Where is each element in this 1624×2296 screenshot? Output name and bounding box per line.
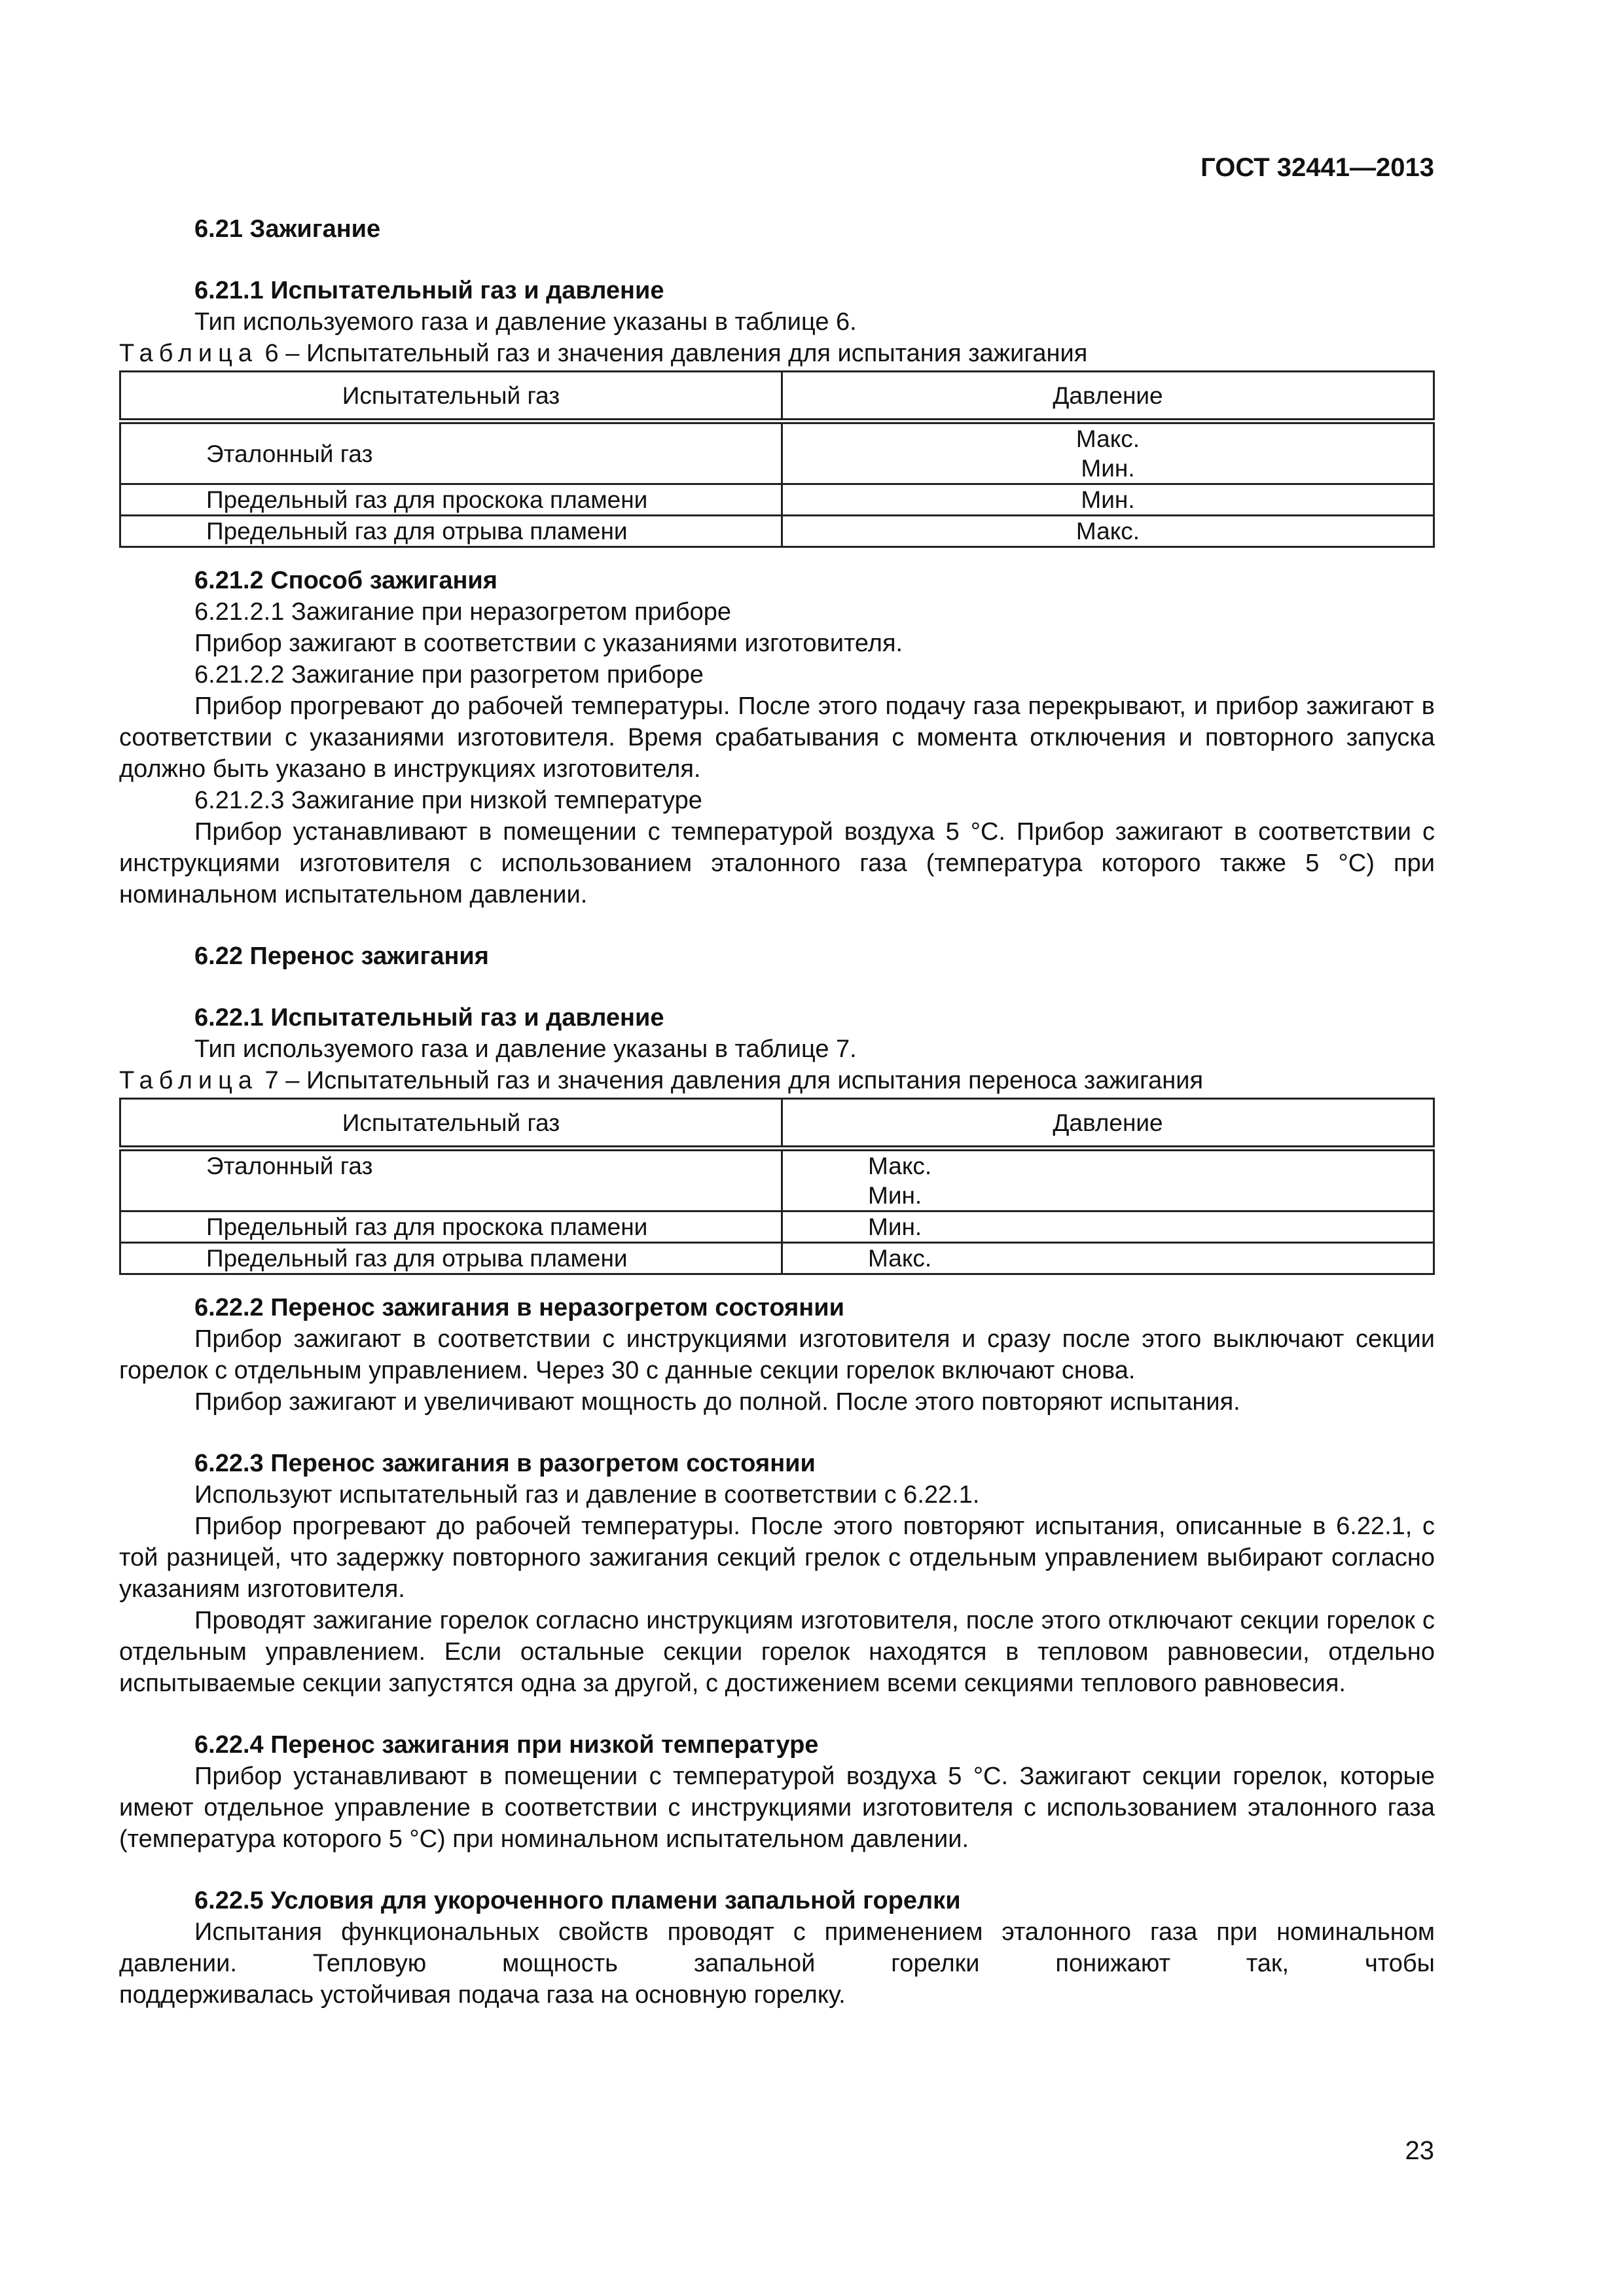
table-7-col-gas: Испытательный газ bbox=[120, 1099, 782, 1149]
section-6-21-1-text: Тип используемого газа и давление указаны в таблице 6. bbox=[194, 308, 857, 336]
table-6-caption-text: 6 – Испытательный газ и значения давления для испытания зажигания bbox=[258, 340, 1088, 367]
section-6-22-1-title: 6.22.1 Испытательный газ и давление bbox=[194, 1004, 664, 1031]
table-cell-gas: Предельный газ для отрыва пламени bbox=[120, 516, 782, 547]
table-row bbox=[120, 1243, 1434, 1274]
section-6-22-3-title: 6.22.3 Перенос зажигания в разогретом состоянии bbox=[194, 1450, 816, 1477]
section-6-22-2-text-1: Прибор зажигают в соответствии с инструкциями изготовителя и сразу после этого выключают секции горелок с отдельным управлением. Через 30 с данные секции горелок включают снова. bbox=[119, 1325, 1435, 1384]
section-6-21-2-2-text: Прибор прогревают до рабочей температуры. После этого подачу газа перекрывают, и прибор зажигают в соответствии с указаниями изготовителя. Время срабатывания с момента отключения и повторного запуска должно быть указано в инструкциях изготовителя. bbox=[119, 692, 1435, 783]
table-cell-pressure: Макс. bbox=[782, 516, 1434, 547]
table-6-col-pressure: Давление bbox=[782, 372, 1434, 422]
section-6-22-1-text: Тип используемого газа и давление указаны в таблице 7. bbox=[194, 1035, 857, 1063]
table-6-col-gas: Испытательный газ bbox=[120, 372, 782, 422]
table-cell-pressure bbox=[782, 1149, 1434, 1211]
section-6-21-2-2-title: 6.21.2.2 Зажигание при разогретом приборе bbox=[194, 661, 704, 689]
table-cell-gas: Эталонный газ bbox=[120, 1149, 782, 1211]
page-content bbox=[119, 213, 1435, 2011]
table-7-caption bbox=[119, 1065, 1435, 1096]
table-row bbox=[120, 484, 1434, 516]
section-6-22-5-title: 6.22.5 Условия для укороченного пламени запальной горелки bbox=[194, 1887, 961, 1914]
section-6-22-2-text-2: Прибор зажигают и увеличивают мощность до полной. После этого повторяют испытания. bbox=[194, 1388, 1240, 1416]
table-cell-gas: Эталонный газ bbox=[120, 422, 782, 484]
table-6-header-row bbox=[120, 372, 1434, 422]
document-code: ГОСТ 32441—2013 bbox=[1200, 153, 1434, 182]
section-6-22-5-text-a: Испытания функциональных свойств проводят с применением эталонного газа при номинальном давлении. Тепловую мощность запальной горелки понижают так, чтобы bbox=[119, 1918, 1435, 1977]
section-6-21-title: 6.21 Зажигание bbox=[194, 215, 381, 243]
table-7-caption-word: Таблица bbox=[119, 1067, 258, 1094]
table-cell-gas: Предельный газ для проскока пламени bbox=[120, 1211, 782, 1243]
pressure-min: Мин. bbox=[868, 1182, 922, 1209]
section-6-22-3-text-2: Прибор прогревают до рабочей температуры. После этого повторяют испытания, описанные в 6.22.1, с той разницей, что задержку повторного зажигания секций грелок с отдельным управлением выбирают согласно указаниям изготовителя. bbox=[119, 1513, 1435, 1603]
table-cell-pressure bbox=[782, 422, 1434, 484]
table-cell-gas: Предельный газ для отрыва пламени bbox=[120, 1243, 782, 1274]
table-7-col-pressure: Давление bbox=[782, 1099, 1434, 1149]
table-cell-pressure: Макс. bbox=[782, 1243, 1434, 1274]
table-row bbox=[120, 516, 1434, 547]
table-6-caption-word: Таблица bbox=[119, 340, 258, 367]
section-6-21-2-1-title: 6.21.2.1 Зажигание при неразогретом приборе bbox=[194, 598, 732, 626]
section-6-22-5-text-b: поддерживалась устойчивая подача газа на основную горелку. bbox=[119, 1981, 846, 2009]
section-6-22-3-text-1: Используют испытательный газ и давление в соответствии с 6.22.1. bbox=[194, 1481, 980, 1509]
table-row bbox=[120, 422, 1434, 484]
table-6 bbox=[119, 370, 1435, 548]
section-6-22-4-text: Прибор устанавливают в помещении с температурой воздуха 5 °С. Зажигают секции горелок, которые имеют отдельное управление в соответствии с инструкциями изготовителя с использованием эталонного газа (температура которого 5 °С) при номинальном испытательном давлении. bbox=[119, 1763, 1435, 1853]
table-cell-pressure: Мин. bbox=[782, 1211, 1434, 1243]
table-row bbox=[120, 1149, 1434, 1211]
pressure-min: Мин. bbox=[1081, 455, 1135, 482]
table-7-header-row bbox=[120, 1099, 1434, 1149]
table-row bbox=[120, 1211, 1434, 1243]
section-6-21-2-1-text: Прибор зажигают в соответствии с указаниями изготовителя. bbox=[194, 630, 903, 657]
section-6-22-4-title: 6.22.4 Перенос зажигания при низкой температуре bbox=[194, 1731, 819, 1759]
section-6-22-title: 6.22 Перенос зажигания bbox=[194, 942, 489, 970]
section-6-21-2-title: 6.21.2 Способ зажигания bbox=[194, 567, 497, 594]
pressure-max: Макс. bbox=[868, 1153, 932, 1179]
section-6-21-2-3-title: 6.21.2.3 Зажигание при низкой температуре bbox=[194, 787, 702, 814]
section-6-21-2-3-text: Прибор устанавливают в помещении с температурой воздуха 5 °С. Прибор зажигают в соответствии с инструкциями изготовителя с использованием эталонного газа (температура которого также 5 °С) при номинальном испытательном давлении. bbox=[119, 818, 1435, 908]
table-cell-pressure: Мин. bbox=[782, 484, 1434, 516]
pressure-max: Макс. bbox=[1075, 425, 1140, 452]
section-6-22-3-text-3: Проводят зажигание горелок согласно инструкциям изготовителя, после этого отключают секции горелок с отдельным управлением. Если остальные секции горелок находятся в тепловом равновесии, отдельно испытываемые секции запустятся одна за другой, с достижением всеми секциями теплового равновесия. bbox=[119, 1607, 1435, 1697]
table-7 bbox=[119, 1098, 1435, 1275]
section-6-22-2-title: 6.22.2 Перенос зажигания в неразогретом состоянии bbox=[194, 1294, 844, 1321]
table-7-caption-text: 7 – Испытательный газ и значения давления для испытания переноса зажигания bbox=[258, 1067, 1204, 1094]
table-cell-gas: Предельный газ для проскока пламени bbox=[120, 484, 782, 516]
page-number: 23 bbox=[1405, 2136, 1434, 2165]
section-6-21-1-title: 6.21.1 Испытательный газ и давление bbox=[194, 277, 664, 304]
table-6-caption bbox=[119, 338, 1435, 369]
